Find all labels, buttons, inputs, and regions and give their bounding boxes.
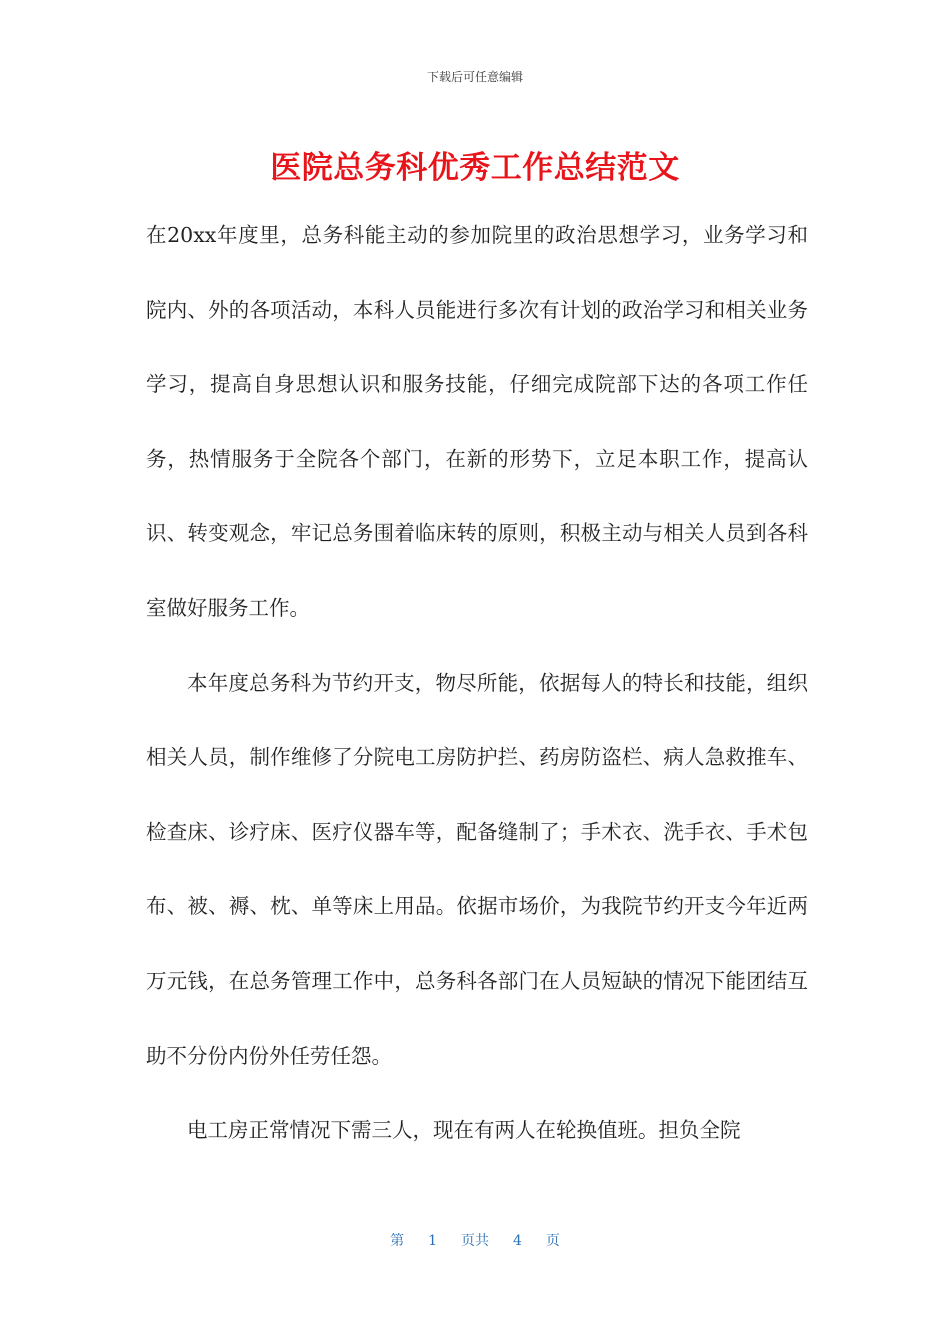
document-body — [146, 198, 808, 1168]
footer-page-number: 1 — [428, 1233, 437, 1249]
paragraph-1: 在20xx年度里，总务科能主动的参加院里的政治思想学习，业务学习和院内、外的各项活动，本科人员能进行多次有计划的政治学习和相关业务学习，提高自身思想认识和服务技能，仔细完成院部下达的各项工作任务，热情服务于全院各个部门，在新的形势下，立足本职工作，提高认识、转变观念，牢记总务围着临床转的原则，积极主动与相关人员到各科室做好服务工作。 — [146, 223, 808, 620]
paragraph-2: 本年度总务科为节约开支，物尽所能，依据每人的特长和技能，组织相关人员，制作维修了分院电工房防护拦、药房防盗栏、病人急救推车、检查床、诊疗床、医疗仪器车等，配备缝制了；手术衣、洗手衣、手术包布、被、褥、枕、单等床上用品。依据市场价，为我院节约开支今年近两万元钱，在总务管理工作中，总务科各部门在人员短缺的情况下能团结互助不分份内份外任劳任怨。 — [146, 670, 808, 1068]
footer-suffix: 页 — [545, 1233, 560, 1249]
paragraph-3: 电工房正常情况下需三人，现在有两人在轮换值班。担负全院 — [187, 1118, 741, 1143]
footer-middle: 页共 — [461, 1233, 489, 1249]
header-note: 下载后可任意编辑 — [426, 70, 523, 84]
footer-total-pages: 4 — [513, 1233, 522, 1249]
footer-prefix: 第 — [390, 1233, 405, 1249]
page-footer — [0, 1230, 950, 1250]
document-title: 医院总务科优秀工作总结范文 — [270, 150, 680, 186]
